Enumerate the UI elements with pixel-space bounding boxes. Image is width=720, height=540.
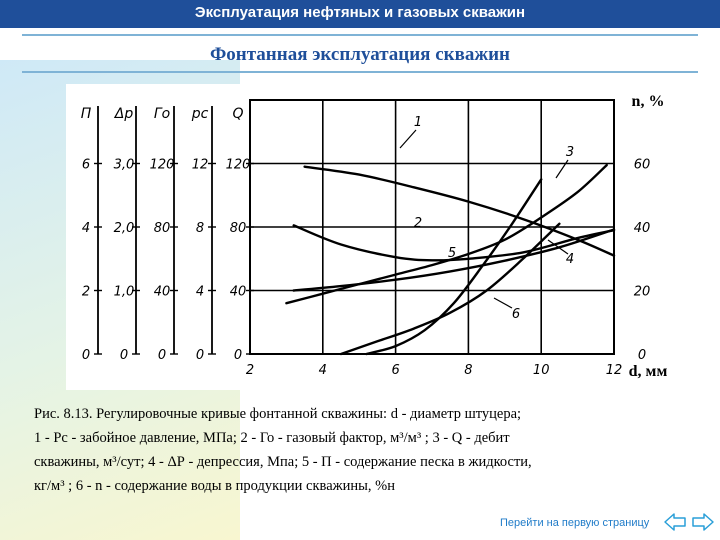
first-page-link[interactable]: Перейти на первую страницу (500, 517, 650, 529)
x-tick-label: 8 (464, 363, 473, 378)
x-tick-label: 12 (605, 363, 623, 378)
series-label-2: 2 (413, 216, 423, 231)
caption-line: 1 - Рс - забойное давление, МПа; 2 - Го - газовый фактор, м³/м³ ; 3 - Q - дебит (34, 430, 510, 446)
header-title: Эксплуатация нефтяных и газовых скважин (194, 4, 526, 21)
axis-tick-label: 4 (81, 221, 91, 236)
page-title: Фонтанная эксплуатация скважин (209, 44, 511, 65)
chart (66, 84, 680, 390)
series-line-1 (305, 167, 614, 256)
right-axis-label: n, % (631, 93, 665, 110)
arrow-left-icon[interactable] (663, 510, 687, 534)
x-tick-label: 2 (245, 363, 255, 378)
axis-tick-label: 0 (195, 348, 205, 363)
right-axis-tick-label: 0 (637, 348, 647, 363)
axis-tick-label: 2,0 (113, 221, 135, 236)
series-leader-1 (400, 130, 416, 148)
series-line-3 (286, 165, 606, 303)
series-label-1: 1 (413, 115, 423, 130)
series-label-3: 3 (565, 145, 575, 160)
title-divider (22, 71, 698, 73)
axis-tick-label: 12 (191, 157, 209, 173)
axis-tick-label: 40 (153, 284, 171, 300)
axis-tick-label: 120 (149, 157, 175, 173)
axis-tick-label: 2 (81, 284, 91, 300)
axis-tick-label: 6 (81, 157, 91, 173)
chart-panel (66, 84, 680, 390)
caption-line: кг/м³ ; 6 - n - содержание воды в продукции скважины, %н (34, 478, 395, 494)
x-tick-label: 6 (391, 363, 400, 378)
series-leader-6 (494, 298, 512, 308)
axis-tick-label: 80 (229, 221, 247, 236)
right-axis-tick-label: 40 (633, 221, 651, 236)
series-label-6: 6 (511, 307, 521, 322)
right-axis-tick-label: 20 (633, 284, 651, 300)
caption-line: скважины, м³/сут; 4 - ΔР - депрессия, Мпа; 5 - П - содержание песка в жидкости, (34, 454, 532, 470)
axis-tick-label: 0 (157, 348, 167, 363)
header-bar (0, 0, 720, 28)
figure-caption (34, 402, 694, 498)
x-tick-label: 4 (318, 363, 327, 378)
arrow-right-icon[interactable] (691, 510, 715, 534)
caption-line: Рис. 8.13. Регулировочные кривые фонтанной скважины: d - диаметр штуцера; (34, 406, 522, 422)
x-axis-label: d, мм (628, 363, 668, 380)
axis-tick-label: 0 (233, 348, 243, 363)
series-label-5: 5 (447, 246, 457, 261)
axis-tick-label: 0 (81, 348, 91, 363)
axis-tick-label: 40 (229, 284, 247, 300)
axis-tick-label: 8 (195, 221, 205, 236)
series-line-6 (341, 224, 559, 354)
axis-tick-label: 0 (119, 348, 129, 363)
axis-tick-label: 1,0 (113, 284, 135, 300)
right-axis-tick-label: 60 (633, 157, 651, 173)
axis-tick-label: 4 (195, 284, 205, 300)
series-label-4: 4 (565, 252, 575, 267)
axis-tick-label: 3,0 (113, 157, 135, 173)
axis-label: Δp (114, 106, 134, 122)
top-divider (22, 34, 698, 36)
axis-label: Q (232, 106, 244, 122)
axis-tick-label: 80 (153, 221, 171, 236)
axis-label: pс (191, 106, 209, 122)
axis-tick-label: 120 (225, 157, 251, 173)
axis-label: П (80, 106, 92, 122)
x-tick-label: 10 (532, 363, 550, 378)
axis-label: Го (153, 106, 171, 122)
